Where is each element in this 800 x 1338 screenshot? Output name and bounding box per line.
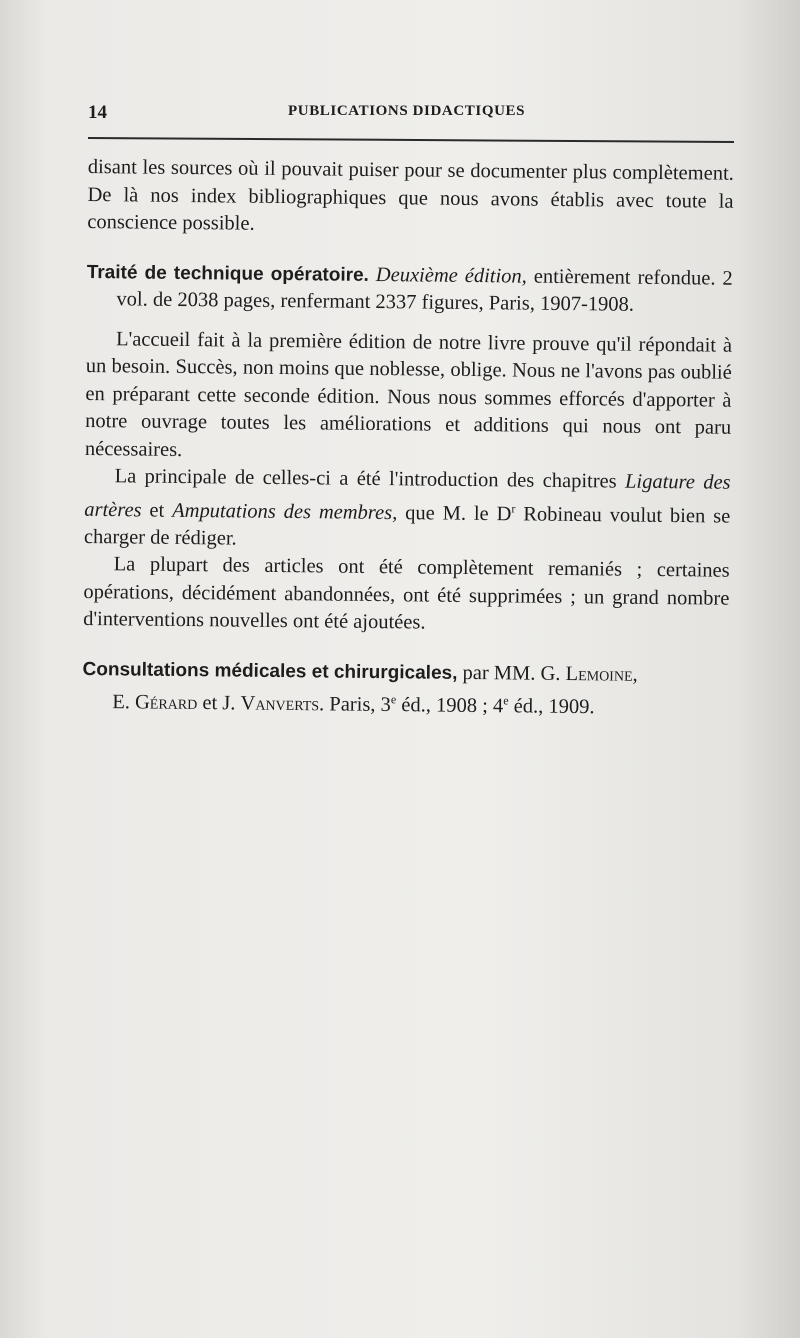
paragraph-plupart: La plupart des articles ont été complètement remaniés ; certaines opérations, décidément abandonnées, ont été supprimées ; un grand nombre d'interventions nouvelles ont été ajoutées. xyxy=(83,553,730,634)
author-vanverts: Vanverts xyxy=(240,692,320,716)
entry2-title: Consultations médicales et chirurgicales, xyxy=(82,658,458,684)
entry-details: entièrement refondue. 2 vol. de 2038 pages, renfermant 2337 figures, Paris, 1907-1908. xyxy=(116,265,733,316)
intro-paragraph: disant les sources où il pouvait puiser pour se documenter plus complètement. De là nos index bibliographiques que nous avons établis avec toute la conscience possible. xyxy=(87,155,734,235)
publication-entry-consultations xyxy=(82,656,729,724)
para2-end: Robineau voulut bien se charger de rédiger. xyxy=(83,502,731,550)
entry2-end: éd., 1909. xyxy=(508,695,595,719)
entry2-sep: , xyxy=(632,663,638,686)
entry2-initial: E. xyxy=(112,691,136,714)
header-rule xyxy=(88,137,734,143)
page-body xyxy=(82,154,734,723)
entry2-by: par MM. G. xyxy=(457,661,566,685)
entry-title: Traité de technique opératoire. xyxy=(86,261,370,286)
entry2-sup2: e xyxy=(503,693,509,708)
paragraph-accueil: L'accueil fait à la première édition de notre livre prouve qu'il répondait à un besoin. Succès, non moins que noblesse, oblige. Nous ne l'avons pas oublié en préparant cette seconde édition. Nous nous sommes efforcés d'apporter à notre ouvrage toutes les améliorations et additions qui nous ont paru nécessaires. xyxy=(84,327,733,461)
entry2-and: et J. xyxy=(197,692,241,715)
entry2-place: . Paris, 3 xyxy=(318,693,391,717)
para2-start: La principale de celles-ci a été l'introduction des chapitres xyxy=(114,465,626,493)
author-gerard: Gérard xyxy=(134,691,198,715)
page-header xyxy=(88,100,734,130)
para2-before-sup: que M. le D xyxy=(397,501,512,525)
entry2-sup1: e xyxy=(390,692,397,707)
para2-sup: r xyxy=(511,500,516,515)
page-number: 14 xyxy=(88,102,107,123)
para2-mid: et xyxy=(141,498,173,522)
running-title: PUBLICATIONS DIDACTIQUES xyxy=(288,103,526,119)
entry-edition: Deuxième édition, xyxy=(375,263,527,288)
para2-italic-ligature: Ligature des artères xyxy=(84,470,731,521)
entry2-mid: éd., 1908 ; 4 xyxy=(396,694,504,718)
paragraph-principale xyxy=(84,463,731,558)
para2-italic-amputations: Amputations des membres, xyxy=(172,499,398,524)
author-lemoine: Lemoine xyxy=(565,662,633,686)
publication-entry-traite xyxy=(86,258,733,320)
